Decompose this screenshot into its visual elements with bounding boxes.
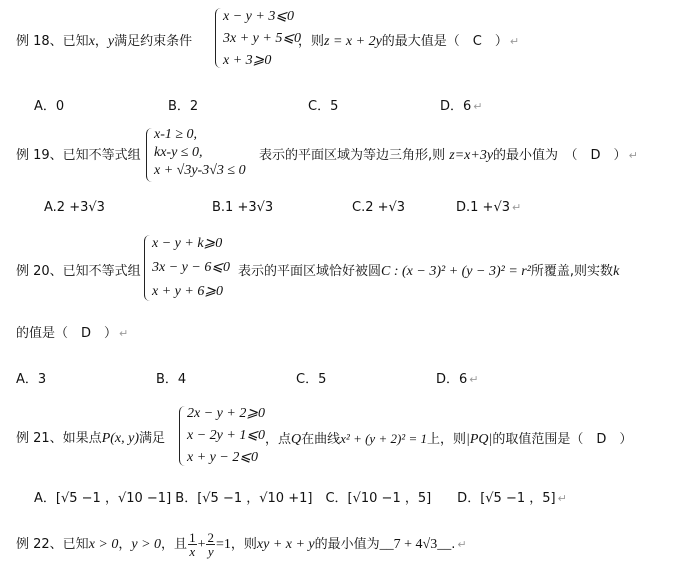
q19-constraint-2: kx-y ≤ 0, bbox=[154, 145, 203, 160]
q20-prefix: 例 20、已知不等式组 bbox=[16, 264, 141, 279]
q20-option-d-text: D．6 bbox=[436, 372, 468, 387]
q21-line bbox=[16, 430, 165, 448]
q19-return-mark: ↵ bbox=[628, 149, 638, 162]
q20-constraint-3: x + y + 6⩾0 bbox=[152, 284, 224, 299]
q18-prefix: 例 18、已知 bbox=[16, 34, 89, 49]
q18-option-d bbox=[440, 95, 483, 114]
q19-option-b: B.1 +3√3 bbox=[212, 200, 274, 215]
q21-point-p: P(x, y) bbox=[101, 431, 139, 446]
q22-prefix: 例 22、已知 bbox=[16, 537, 89, 552]
q19-constraint-system bbox=[146, 126, 266, 184]
q22-fraction-2-den: y bbox=[207, 544, 214, 559]
q18-brace bbox=[215, 8, 221, 68]
q22-tail: . bbox=[451, 537, 456, 552]
q20-text: 表示的平面区域恰好被圆 bbox=[238, 264, 382, 279]
q21-constraint-system bbox=[179, 404, 275, 468]
q18-option-d-text: D．6 bbox=[440, 99, 472, 114]
q22-sep: ， bbox=[118, 537, 132, 552]
q20-option-a: A．3 bbox=[16, 372, 47, 387]
q21-point-q: Q bbox=[291, 432, 302, 447]
q18-constraint-system bbox=[215, 6, 302, 70]
q18-var-x: x bbox=[88, 34, 95, 49]
q22-answer: __7 + 4√3__ bbox=[379, 537, 452, 552]
q19-objective: z=x+3y bbox=[449, 148, 494, 163]
q19-text2: 的最小值为 （ D ） bbox=[493, 148, 627, 163]
q18-comma: ， bbox=[94, 34, 108, 49]
q20-constraint-1: x − y + k⩾0 bbox=[152, 236, 223, 251]
q20-text2: 所覆盖,则实数 bbox=[530, 264, 614, 279]
q21-text1: 满足 bbox=[139, 431, 166, 446]
q21-brace bbox=[179, 406, 185, 466]
q21-curve: x² + (y + 2)² = 1 bbox=[340, 431, 427, 446]
q18-option-b: B．2 bbox=[168, 99, 199, 114]
q22-condition-y: y > 0 bbox=[131, 537, 162, 552]
q18-option-mark: ↵ bbox=[473, 100, 483, 113]
q22-fraction-2 bbox=[206, 531, 215, 558]
q18-line-tail bbox=[298, 33, 519, 51]
q22-equals: =1 bbox=[215, 537, 231, 552]
q22-line bbox=[16, 530, 467, 560]
q18-text2: ，则 bbox=[298, 34, 325, 49]
q21-text5: 的取值范围是（ D ） bbox=[492, 432, 633, 447]
q19-prefix: 例 19、已知不等式组 bbox=[16, 148, 141, 163]
q20-line-tail bbox=[238, 263, 619, 281]
q18-return-mark: ↵ bbox=[509, 35, 520, 48]
q18-option-a: A．0 bbox=[34, 99, 65, 114]
q18-text3: 的最大值是（ C ） bbox=[381, 34, 508, 49]
q20-constraint-system bbox=[144, 233, 244, 303]
q18-line bbox=[16, 33, 192, 51]
q19-option-d bbox=[456, 200, 521, 215]
q20-circle: C : (x − 3)² + (y − 3)² = r² bbox=[381, 264, 531, 279]
q21-constraint-1: 2x − y + 2⩾0 bbox=[187, 406, 266, 421]
q19-option-c: C.2 +√3 bbox=[352, 200, 406, 215]
q19-constraint-3: x + √3y-3√3 ≤ 0 bbox=[154, 163, 246, 178]
q18-objective: z = x + 2y bbox=[324, 34, 382, 49]
q20-line2 bbox=[16, 325, 128, 343]
q18-option-c: C．5 bbox=[308, 99, 339, 114]
q20-option-b: B．4 bbox=[156, 372, 187, 387]
q21-text3: 在曲线 bbox=[301, 432, 341, 447]
q22-fraction-1-num: 1 bbox=[189, 530, 196, 545]
q19-text: 表示的平面区域为等边三角形,则 bbox=[259, 148, 450, 163]
q21-prefix: 例 21、如果点 bbox=[16, 431, 102, 446]
q20-line2-text: 的值是（ D ） bbox=[16, 326, 118, 341]
q18-var-y: y bbox=[107, 34, 115, 49]
q21-constraint-3: x + y − 2⩽0 bbox=[187, 450, 259, 465]
q21-text2: ，点 bbox=[265, 432, 292, 447]
q18-constraint-1: x − y + 3⩽0 bbox=[223, 9, 295, 24]
q22-text2: ，则 bbox=[230, 537, 257, 552]
q18-constraint-3: x + 3⩾0 bbox=[223, 53, 272, 68]
q21-constraint-2: x − 2y + 1⩽0 bbox=[187, 428, 266, 443]
q20-brace bbox=[144, 235, 150, 301]
q22-fraction-2-num: 2 bbox=[207, 530, 214, 545]
q21-line-tail bbox=[265, 430, 632, 449]
q22-text1: ，且 bbox=[161, 537, 188, 552]
q22-fraction-1-den: x bbox=[189, 544, 196, 559]
q19-constraint-1: x-1 ≥ 0, bbox=[154, 127, 198, 142]
q21-return-mark: ↵ bbox=[557, 492, 567, 505]
q20-constraint-2: 3x − y − 6⩽0 bbox=[152, 260, 231, 275]
q20-return-mark: ↵ bbox=[119, 327, 129, 340]
q22-condition-x: x > 0 bbox=[88, 537, 119, 552]
q20-option-mark: ↵ bbox=[469, 373, 479, 386]
q22-objective: xy + x + y bbox=[256, 537, 315, 552]
q20-option-c: C．5 bbox=[296, 372, 327, 387]
q22-return-mark: ↵ bbox=[457, 538, 467, 551]
q19-option-mark: ↵ bbox=[512, 201, 522, 214]
q19-brace bbox=[146, 128, 152, 182]
q19-option-d-text: D.1 +√3 bbox=[456, 200, 510, 215]
q21-text4: 上，则 bbox=[426, 432, 466, 447]
q19-line-tail bbox=[259, 147, 638, 165]
q21-options-text: A．[√5 −1 ，√10 −1] B．[√5 −1 ，√10 +1] C．[√10 −1 ，5] D．[√5 −1 ，5] bbox=[34, 491, 556, 506]
q20-option-d bbox=[436, 368, 479, 387]
q18-text: 满足约束条件 bbox=[114, 34, 193, 49]
q21-distance: |PQ| bbox=[465, 432, 493, 447]
q22-plus: + bbox=[197, 537, 206, 552]
q22-text3: 的最小值为 bbox=[314, 537, 380, 552]
q21-options bbox=[34, 490, 567, 508]
q20-var-k: k bbox=[613, 264, 620, 279]
q19-option-a: A.2 +3√3 bbox=[44, 200, 105, 215]
q22-fraction-1 bbox=[188, 531, 197, 558]
q18-constraint-2: 3x + y + 5⩽0 bbox=[223, 31, 302, 46]
